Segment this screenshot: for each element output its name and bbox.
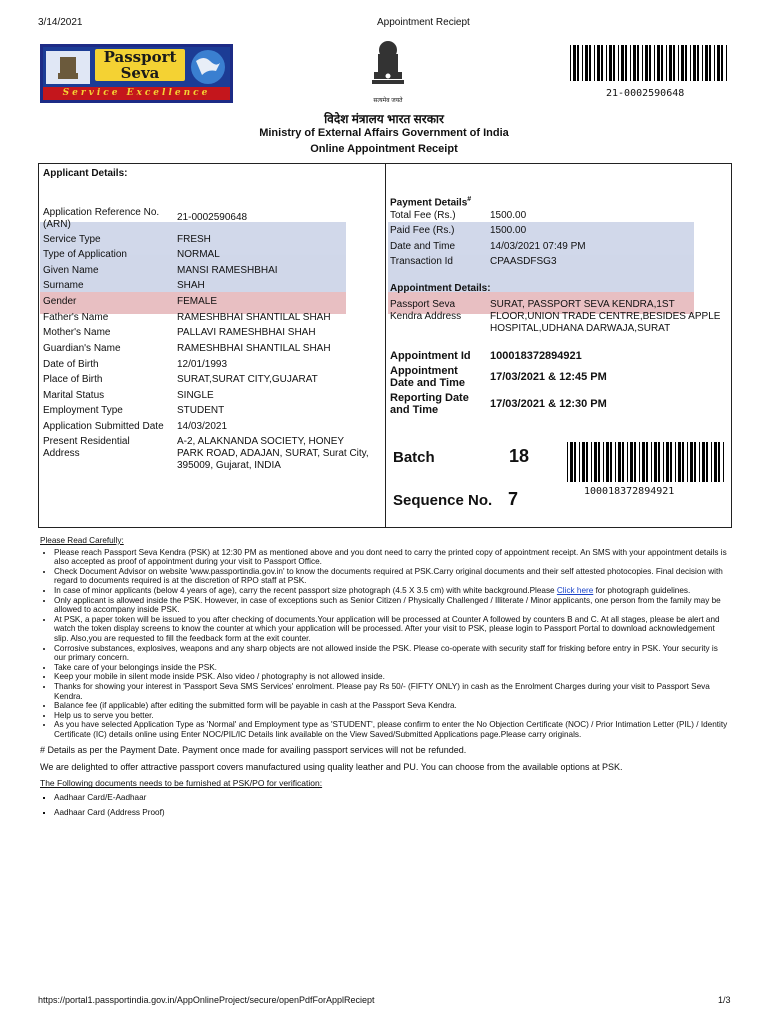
barcode-stripe [673, 45, 675, 81]
barcode-stripe [657, 45, 660, 81]
appointment-id-label: Appointment Id [390, 350, 471, 362]
barcode-stripe [717, 45, 720, 81]
barcode-stripe [654, 45, 655, 81]
barcode-stripe [682, 442, 684, 482]
application-type-value: NORMAL [177, 249, 220, 260]
barcode-stripe [678, 442, 681, 482]
barcode-stripe [658, 442, 660, 482]
barcode-stripe [618, 442, 621, 482]
address-value: A-2, ALAKNANDA SOCIETY, HONEY PARK ROAD, ADAJAN, SURAT, Surat City, 395009, Gujarat, INDIA [177, 436, 369, 471]
barcode-stripe [687, 442, 688, 482]
batch-label: Batch [393, 449, 435, 466]
marital-status-value: SINGLE [177, 390, 214, 401]
national-emblem [370, 40, 406, 105]
service-type-label: Service Type [43, 234, 101, 245]
barcode-stripe [579, 442, 580, 482]
barcode-stripe [594, 442, 597, 482]
barcode-stripe [591, 442, 592, 482]
barcode-stripe [630, 45, 631, 81]
barcode-stripe [693, 45, 696, 81]
appointment-barcode [567, 442, 727, 482]
arn-barcode-text: 21-0002590648 [606, 88, 685, 99]
instruction-item: • Take care of your belongings inside the PSK. [54, 663, 730, 673]
barcode-stripe [669, 45, 672, 81]
batch-value: 18 [509, 446, 530, 466]
dob-value: 12/01/1993 [177, 359, 228, 370]
instruction-item: • Keep your mobile in silent mode inside PSK. Also video / photography is not allowed inside. [54, 672, 730, 682]
paid-fee-label: Paid Fee (Rs.) [390, 225, 455, 236]
gender-label: Gender [43, 296, 77, 307]
hindi-header: विदेश मंत्रालय भारत सरकार [324, 112, 444, 126]
barcode-stripe [645, 45, 648, 81]
mother-name-value: PALLAVI RAMESHBHAI SHAH [177, 327, 316, 338]
barcode-stripe [678, 45, 679, 81]
instruction-item: • Balance fee (if applicable) after editing the submitted form will be payable in cash at the Passport Seva Kendra. [54, 701, 730, 711]
instruction-item: • As you have selected Application Type as 'Normal' and Employment type as 'STUDENT', please confirm to enter the No Objection Certificate (NOC) / Prior Intimation Letter (PIL) / Identity Certificate (IC) details online using Enter NOC/PIL/IC Details link available on the View Saved/Submitted Applications page.Please carry originals. [54, 720, 730, 739]
submitted-date-label: Application Submitted Date [43, 421, 164, 432]
barcode-stripe [723, 442, 724, 482]
instructions [40, 536, 730, 817]
instruction-item: • Corrosive substances, explosives, weapons and any sharp objects are not allowed inside the PSK. Please co-operate with security staff for frisking before entry in PSK. Your security is our primary concern. [54, 644, 730, 663]
appointment-date-label: Appointment Date and Time [390, 365, 465, 389]
pob-label: Place of Birth [43, 374, 103, 385]
guardian-name-label: Guardian's Name [43, 343, 121, 354]
barcode-stripe [630, 442, 633, 482]
barcode-stripe [681, 45, 684, 81]
appointment-date-value: 17/03/2021 & 12:45 PM [490, 371, 607, 383]
father-name-label: Father's Name [43, 312, 109, 323]
barcode-stripe [567, 442, 568, 482]
photo-guidelines-link[interactable]: Click here [556, 585, 594, 595]
instruction-item: • Check Document Advisor on website 'www.passportindia.gov.in' to know the documents required at PSK.Carry original documents and their self attested photocopies. Final decision with regard to documents required is at the discretion of RPO staff at PSK. [54, 567, 730, 586]
reporting-date-label: Reporting Date and Time [390, 392, 469, 416]
kendra-label: Passport Seva Kendra Address [390, 299, 462, 322]
barcode-stripe [606, 45, 607, 81]
reporting-date-value: 17/03/2021 & 12:30 PM [490, 398, 607, 410]
passport-seva-logo [40, 44, 233, 103]
ashoka-emblem-icon [370, 40, 406, 96]
barcode-stripe [618, 45, 619, 81]
barcode-stripe [666, 45, 667, 81]
payment-footnote: # Details as per the Payment Date. Payment once made for availing passport services will not be refunded. [40, 745, 467, 756]
gender-value: FEMALE [177, 296, 218, 307]
instruction-item: • In case of minor applicants (below 4 years of age), carry the recent passport size photograph (4.5 X 3.5 cm) with white background.Please Click here for photograph guidelines. [54, 586, 730, 596]
surname-label: Surname [43, 280, 84, 291]
barcode-stripe [582, 442, 585, 482]
barcode-stripe [589, 45, 591, 81]
emblem-motto: सत्यमेव जयते [373, 98, 403, 104]
barcode-stripe [637, 45, 639, 81]
document-item: ▪ Aadhaar Card (Address Proof) [54, 808, 730, 818]
documents-heading: The Following documents needs to be furnished at PSK/PO for verification: [40, 778, 323, 789]
barcode-stripe [702, 45, 703, 81]
barcode-stripe [690, 442, 693, 482]
barcode-stripe [598, 442, 600, 482]
given-name-label: Given Name [43, 265, 99, 276]
pob-value: SURAT,SURAT CITY,GUJARAT [177, 374, 318, 385]
barcode-stripe [594, 45, 595, 81]
barcode-stripe [603, 442, 604, 482]
print-date: 3/14/2021 [38, 17, 83, 28]
barcode-stripe [606, 442, 609, 482]
barcode-stripe [661, 45, 663, 81]
marital-status-label: Marital Status [43, 390, 105, 401]
barcode-stripe [577, 45, 579, 81]
payment-date-label: Date and Time [390, 241, 456, 252]
barcode-stripe [574, 442, 576, 482]
barcode-stripe [694, 442, 696, 482]
emblem-small-icon [46, 51, 90, 84]
logo-title: Passport Seva [95, 49, 185, 81]
application-type-label: Type of Application [43, 249, 127, 260]
logo-tagline: Service Excellence [43, 87, 230, 100]
barcode-stripe [613, 45, 615, 81]
address-label: Present Residential Address [43, 436, 130, 459]
barcode-stripe [711, 442, 712, 482]
document-item: ▪ Aadhaar Card/E-Aadhaar [54, 793, 730, 803]
mother-name-label: Mother's Name [43, 327, 111, 338]
payment-date-value: 14/03/2021 07:49 PM [490, 241, 586, 252]
guardian-name-value: RAMESHBHAI SHANTILAL SHAH [177, 343, 331, 354]
barcode-stripe [642, 45, 643, 81]
barcode-stripe [621, 45, 624, 81]
arn-barcode [570, 45, 729, 81]
instruction-item: • Please reach Passport Seva Kendra (PSK) at 12:30 PM as mentioned above and you dont need to carry the printed copy of appointment receipt. An SMS with your appointment details is also accepted as proof of appointment during your visit to Passport Office. [54, 548, 730, 567]
service-type-value: FRESH [177, 234, 211, 245]
barcode-stripe [714, 45, 715, 81]
transaction-id-label: Transaction Id [390, 256, 453, 267]
appointment-heading: Appointment Details: [390, 283, 491, 294]
instruction-item: • At PSK, a paper token will be issued to you after checking of documents.Your application will be processed at Counter A followed by counters B and C. At all stages, please be alert and watch the token display screens to know the counter at which your application will be processed. After your visit to PSK, please login to Passport Portal to download acknowledgement slip. Also,you are requested to fill the feedback form at the exit counter. [54, 615, 730, 644]
arn-label: Application Reference No. (ARN) [43, 207, 160, 230]
receipt-title: Online Appointment Receipt [310, 143, 458, 155]
barcode-stripe [586, 442, 588, 482]
applicant-heading: Applicant Details: [43, 168, 128, 179]
barcode-stripe [634, 442, 636, 482]
barcode-stripe [646, 442, 648, 482]
appointment-id-value: 100018372894921 [490, 350, 582, 362]
instruction-item: • Only applicant is allowed inside the PSK. However, in case of exceptions such as Senior Citizen / Physically Challenged / Illiterate / Minor applicants, one person from the family may be allowed to accompany inside PSK. [54, 596, 730, 615]
appointment-barcode-text: 100018372894921 [584, 486, 675, 497]
barcode-stripe [714, 442, 717, 482]
barcode-stripe [705, 45, 708, 81]
page-number: 1/3 [718, 995, 731, 1005]
box-divider [385, 163, 386, 528]
barcode-stripe [585, 45, 588, 81]
barcode-stripe [654, 442, 657, 482]
payment-heading: Payment Details# [390, 196, 472, 209]
barcode-stripe [666, 442, 669, 482]
barcode-stripe [702, 442, 705, 482]
barcode-stripe [625, 45, 627, 81]
instruction-item: • Help us to serve you better. [54, 711, 730, 721]
barcode-stripe [639, 442, 640, 482]
barcode-stripe [642, 442, 645, 482]
barcode-stripe [726, 45, 727, 81]
print-title: Appointment Reciept [377, 17, 470, 28]
father-name-value: RAMESHBHAI SHANTILAL SHAH [177, 312, 331, 323]
barcode-stripe [697, 45, 699, 81]
instructions-heading: Please Read Carefully: [40, 536, 124, 545]
barcode-stripe [573, 45, 576, 81]
instructions-list [40, 548, 730, 740]
sequence-label: Sequence No. [393, 492, 493, 509]
surname-value: SHAH [177, 280, 205, 291]
submitted-date-value: 14/03/2021 [177, 421, 228, 432]
instruction-item: • Thanks for showing your interest in 'Passport Seva SMS Services' enrolment. Please pay Rs 50/- (FIFTY ONLY) in cash as the Enrolment Charges during your visit to Passport Seva Kendra. [54, 682, 730, 701]
barcode-stripe [699, 442, 700, 482]
barcode-stripe [649, 45, 651, 81]
barcode-stripe [663, 442, 664, 482]
sequence-value: 7 [508, 489, 519, 509]
barcode-stripe [582, 45, 583, 81]
transaction-id-value: CPAASDFSG3 [490, 256, 557, 267]
barcode-stripe [685, 45, 687, 81]
barcode-stripe [718, 442, 720, 482]
paid-fee-value: 1500.00 [490, 225, 527, 236]
kendra-value: SURAT, PASSPORT SEVA KENDRA,1ST FLOOR,UNION TRADE CENTRE,BESIDES APPLE HOSPITAL,UDHANA DARWAJA,SURAT [490, 299, 721, 334]
documents-list [40, 793, 730, 817]
barcode-stripe [651, 442, 652, 482]
barcode-stripe [721, 45, 723, 81]
barcode-stripe [615, 442, 616, 482]
barcode-stripe [633, 45, 636, 81]
barcode-stripe [609, 45, 612, 81]
total-fee-label: Total Fee (Rs.) [390, 210, 456, 221]
barcode-stripe [610, 442, 612, 482]
total-fee-value: 1500.00 [490, 210, 527, 221]
barcode-stripe [675, 442, 676, 482]
barcode-stripe [690, 45, 691, 81]
ministry-header: Ministry of External Affairs Government of India [259, 127, 509, 139]
barcode-stripe [570, 442, 573, 482]
page-url: https://portal1.passportindia.gov.in/AppOnlineProject/secure/openPdfForApplReciept [38, 995, 375, 1005]
barcode-stripe [622, 442, 624, 482]
barcode-stripe [706, 442, 708, 482]
covers-note: We are delighted to offer attractive passport covers manufactured using quality leather and PU. You can choose from the available options at PSK. [40, 762, 623, 773]
employment-type-label: Employment Type [43, 405, 123, 416]
given-name-value: MANSI RAMESHBHAI [177, 265, 278, 276]
arn-value: 21-0002590648 [177, 212, 248, 223]
barcode-stripe [627, 442, 628, 482]
barcode-stripe [570, 45, 571, 81]
barcode-stripe [709, 45, 711, 81]
globe-icon [190, 49, 227, 85]
barcode-stripe [597, 45, 600, 81]
barcode-stripe [601, 45, 603, 81]
barcode-stripe [670, 442, 672, 482]
dob-label: Date of Birth [43, 359, 99, 370]
employment-type-value: STUDENT [177, 405, 225, 416]
